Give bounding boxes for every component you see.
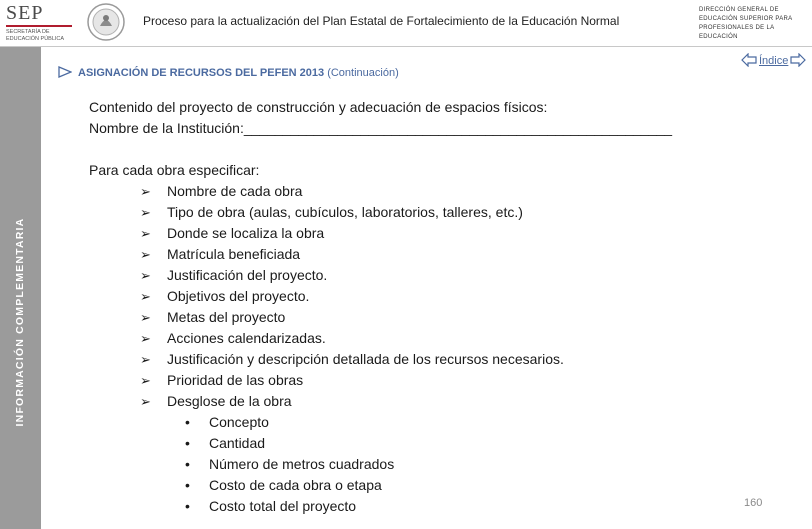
- arrowhead-bullet-icon: ➢: [140, 268, 151, 283]
- list-item: ➢ Metas del proyecto: [89, 307, 672, 328]
- sublist-item: • Número de metros cuadrados: [89, 454, 672, 475]
- sublist-item: • Concepto: [89, 412, 672, 433]
- arrowhead-bullet-icon: ➢: [140, 373, 151, 388]
- list-item: ➢ Desglose de la obra: [89, 391, 672, 412]
- arrowhead-bullet-icon: ➢: [140, 205, 151, 220]
- arrowhead-bullet-icon: ➢: [140, 310, 151, 325]
- header: [0, 0, 812, 48]
- list-item: ➢ Matrícula beneficiada: [89, 244, 672, 265]
- institution-name-line: Nombre de la Institución:_______________________________________________________: [89, 120, 673, 136]
- section-heading: [58, 66, 399, 79]
- list-item: ➢ Donde se localiza la obra: [89, 223, 672, 244]
- dot-bullet-icon: •: [185, 456, 190, 472]
- content: [89, 97, 672, 517]
- specify-heading: Para cada obra especificar:: [89, 162, 260, 178]
- arrowhead-bullet-icon: ➢: [140, 352, 151, 367]
- index-link[interactable]: Índice: [759, 55, 789, 67]
- sublist-item: • Cantidad: [89, 433, 672, 454]
- triangle-bullet-icon: [58, 66, 72, 78]
- content-intro: Contenido del proyecto de construcción y adecuación de espacios físicos:: [89, 99, 548, 115]
- section-continuation: (Continuación): [327, 67, 399, 79]
- list-item: ➢ Justificación y descripción detallada de los recursos necesarios.: [89, 349, 672, 370]
- sep-logo-text: SEP: [6, 2, 44, 24]
- list-item: ➢ Acciones calendarizadas.: [89, 328, 672, 349]
- list-item: ➢ Justificación del proyecto.: [89, 265, 672, 286]
- sidebar-label: INFORMACIÓN COMPLEMENTARIA: [14, 217, 26, 427]
- arrow-left-icon[interactable]: [741, 53, 757, 67]
- header-divider: [0, 46, 812, 47]
- arrowhead-bullet-icon: ➢: [140, 331, 151, 346]
- arrow-right-icon[interactable]: [790, 53, 806, 67]
- department-name: DIRECCIÓN GENERAL DE EDUCACIÓN SUPERIOR PARA PROFESIONALES DE LA EDUCACIÓN: [699, 7, 793, 40]
- sublist-item: • Costo de cada obra o etapa: [89, 475, 672, 496]
- sep-logo: [6, 3, 78, 43]
- sublist-item: • Costo total del proyecto: [89, 496, 672, 517]
- index-navigation: [741, 53, 806, 67]
- spacer: [89, 139, 672, 160]
- arrowhead-bullet-icon: ➢: [140, 394, 151, 409]
- list-item: ➢ Tipo de obra (aulas, cubículos, laboratorios, talleres, etc.): [89, 202, 672, 223]
- arrowhead-bullet-icon: ➢: [140, 184, 151, 199]
- arrowhead-bullet-icon: ➢: [140, 226, 151, 241]
- dot-bullet-icon: •: [185, 435, 190, 451]
- list-item: ➢ Nombre de cada obra: [89, 181, 672, 202]
- sep-logo-subtitle: SECRETARÍA DE EDUCACIÓN PÚBLICA: [6, 29, 65, 42]
- section-title: ASIGNACIÓN DE RECURSOS DEL PEFEN 2013: [78, 67, 325, 79]
- arrowhead-bullet-icon: ➢: [140, 289, 151, 304]
- arrowhead-bullet-icon: ➢: [140, 247, 151, 262]
- requirements-list: [89, 181, 672, 412]
- dot-bullet-icon: •: [185, 414, 190, 430]
- breakdown-sublist: [89, 412, 672, 517]
- national-seal-icon: [86, 2, 126, 42]
- list-item: ➢ Prioridad de las obras: [89, 370, 672, 391]
- document-title: Proceso para la actualización del Plan Estatal de Fortalecimiento de la Educación Normal: [143, 14, 620, 28]
- list-item: ➢ Objetivos del proyecto.: [89, 286, 672, 307]
- sep-logo-bar: [6, 25, 72, 27]
- dot-bullet-icon: •: [185, 498, 190, 514]
- page-number: 160: [744, 497, 763, 509]
- sidebar: [0, 47, 41, 529]
- dot-bullet-icon: •: [185, 477, 190, 493]
